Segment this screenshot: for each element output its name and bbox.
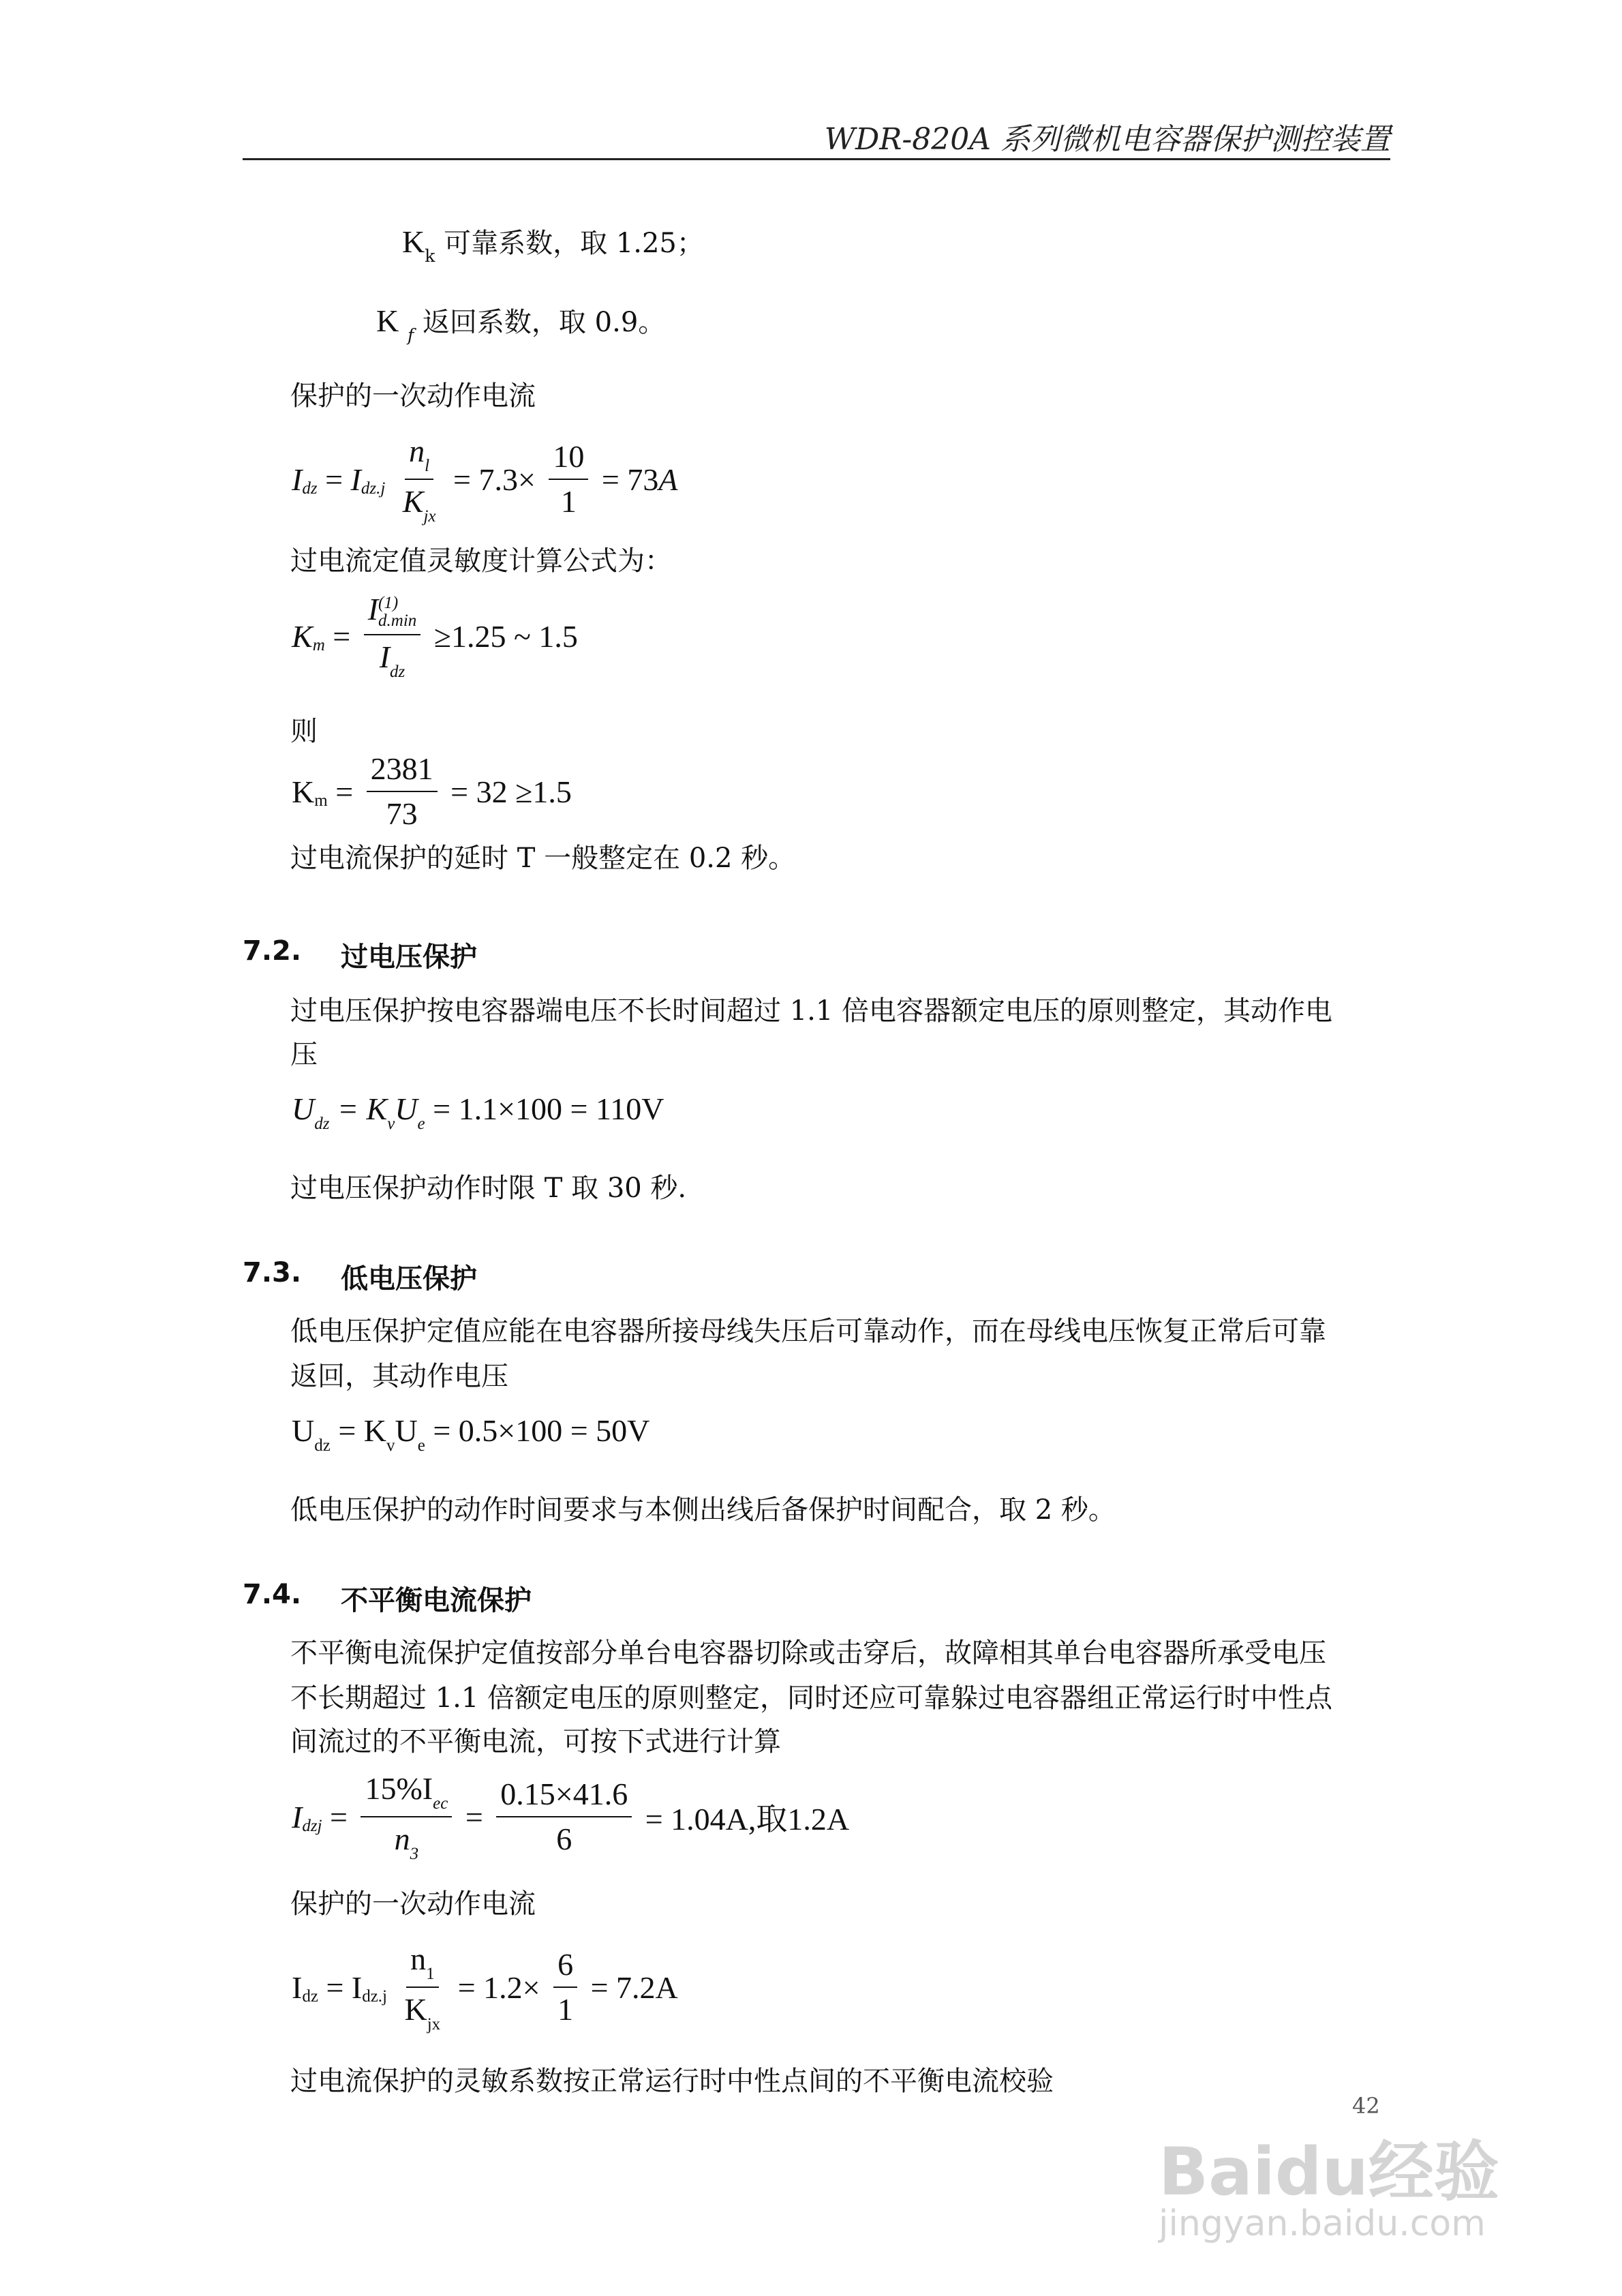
paragraph: 不长期超过 1.1 倍额定电压的原则整定，同时还应可靠躲过电容器组正常运行时中性点 (290, 1682, 1333, 1714)
equation-primary-current-2: Idz = Idz.j $\frac{n_1}{K_{jx}}$ = 1.2× $\frac{6}{1}$ = 7.2A (292, 1942, 678, 2034)
primary-current-label: 保护的一次动作电流 (290, 380, 536, 412)
paragraph: 压 (290, 1039, 318, 1070)
equation-sensitivity: Km = I (1) d.min $I_{dz}$ ≥1.25 ~ 1.5 (292, 592, 578, 682)
paragraph: 不平衡电流保护定值按部分单台电容器切除或击穿后，故障相其单台电容器所承受电压 (290, 1637, 1326, 1669)
equation-overvoltage: $U_{dz} = K_vU_e = 1.1\times 100 = 110V$ (292, 1091, 664, 1133)
section-title: 低电压保护 (341, 1263, 477, 1295)
paragraph: 过电压保护动作时限 T 取 30 秒. (290, 1173, 687, 1204)
watermark-brand: Baidu经验 (1159, 2134, 1499, 2210)
header-title: WDR-820A 系列微机电容器保护测控装置 (824, 122, 1390, 157)
paragraph: 低电压保护的动作时间要求与本侧出线后备保护时间配合，取 2 秒。 (290, 1494, 1116, 1526)
section-title: 过电压保护 (341, 941, 477, 973)
section-number: 7.4. (243, 1579, 302, 1610)
equation-undervoltage: $U_{dz} = K_vU_e = 0.5\times 100 = 50V$ (292, 1413, 650, 1455)
sensitivity-label: 过电流定值灵敏度计算公式为： (290, 545, 672, 577)
equation-km-value: Km = $\frac{2381}{73}$ = 32 ≥1.5 (292, 751, 572, 831)
primary-current-label-2: 保护的一次动作电流 (290, 1888, 536, 1920)
paragraph: 过电流保护的灵敏系数按正常运行时中性点间的不平衡电流校验 (290, 2066, 1054, 2097)
equation-primary-current: Idz = Idz.j $\frac{n_l}{K_{jx}}$ = 7.3× $\frac{10}{1}$ = 73A (292, 434, 678, 526)
paragraph: 低电压保护定值应能在电容器所接母线失压后可靠动作，而在母线电压恢复正常后可靠 (290, 1316, 1326, 1347)
then-label: 则 (290, 716, 318, 747)
watermark-url: jingyan.baidu.com (1159, 2203, 1486, 2244)
page-number: 42 (1352, 2093, 1380, 2119)
paragraph: 过电压保护按电容器端电压不长时间超过 1.1 倍电容器额定电压的原则整定，其动作电 (290, 995, 1333, 1027)
delay-text: 过电流保护的延时 T 一般整定在 0.2 秒。 (290, 843, 796, 874)
paragraph: 间流过的不平衡电流，可按下式进行计算 (290, 1726, 781, 1757)
kf-definition: K $_f$ 返回系数，取 0.9。 (376, 303, 666, 345)
section-number: 7.3. (243, 1257, 302, 1288)
section-number: 7.2. (243, 935, 302, 967)
equation-unbalance-current: Idzj = $\frac{15\%I_{ec}}{n_3}$ = $\frac{0.15\times 41.6}{6}$ = 1.04A,取1.2A (292, 1771, 850, 1863)
paragraph: 返回，其动作电压 (290, 1361, 508, 1392)
section-title: 不平衡电流保护 (341, 1585, 532, 1616)
kk-definition: $K_k$ 可靠系数，取 1.25； (402, 224, 704, 266)
header-rule (243, 158, 1390, 160)
